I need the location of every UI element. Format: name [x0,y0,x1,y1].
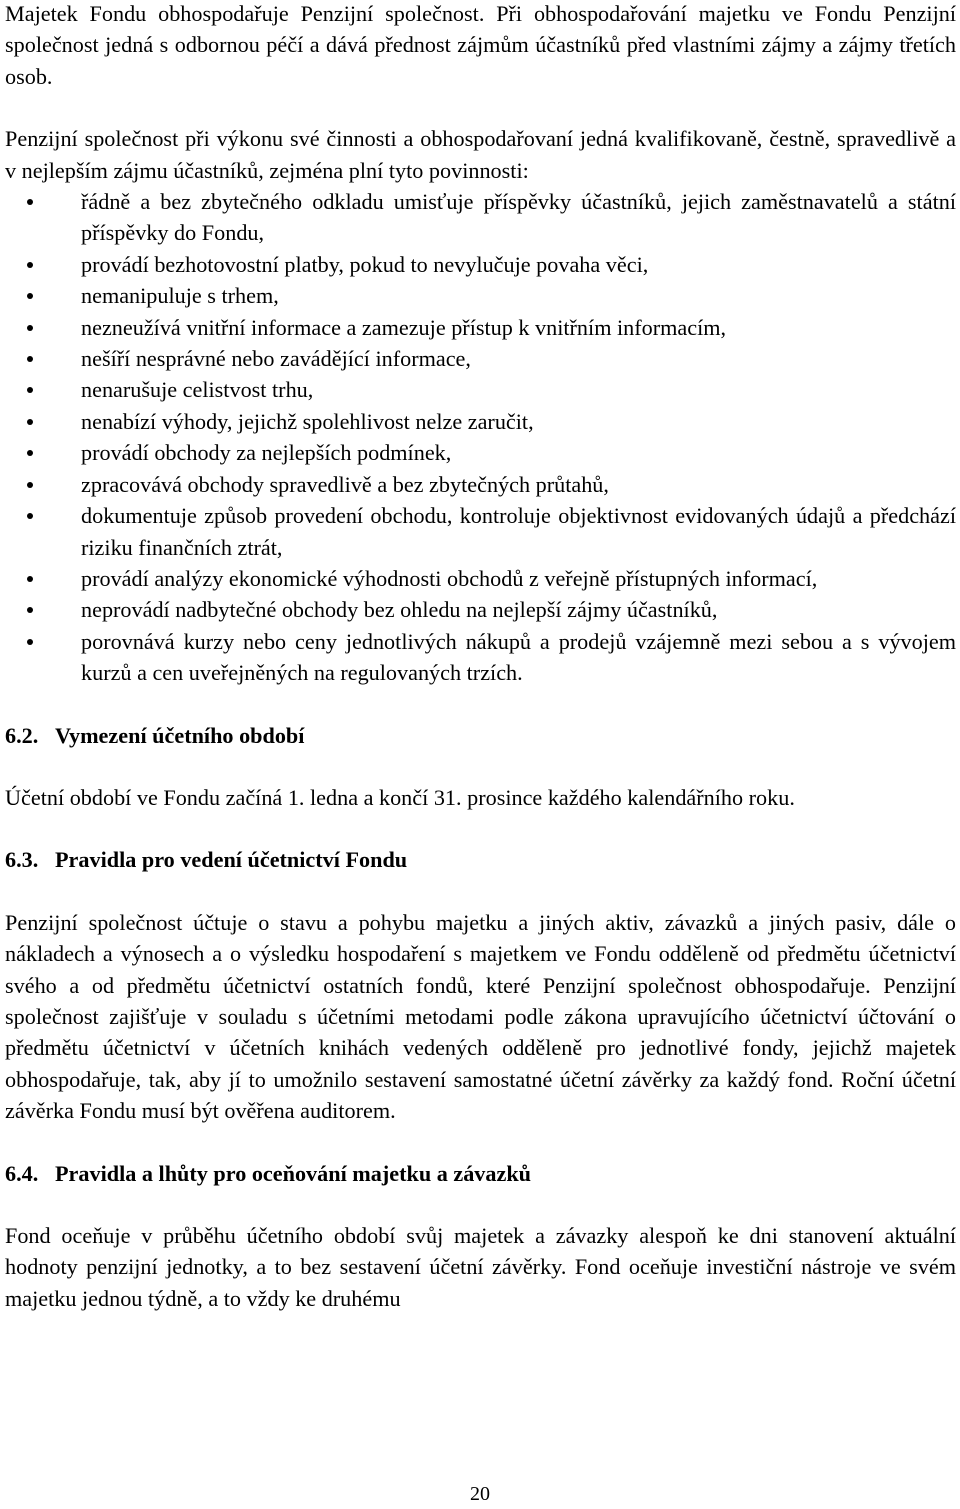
section-number: 6.2. [5,722,39,748]
list-item: provádí bezhotovostní platby, pokud to nevylučuje povaha věci, [5,249,956,280]
list-item: porovnává kurzy nebo ceny jednotlivých nákupů a prodejů vzájemně mezi sebou a s vývojem kurzů a cen uveřejněných na regulovaných trzích. [5,626,956,689]
bullet-icon [27,325,33,331]
list-item: nezneužívá vnitřní informace a zamezuje přístup k vnitřním informacím, [5,312,956,343]
bullet-icon [27,513,33,519]
section-6-2-text: Účetní období ve Fondu začíná 1. ledna a končí 31. prosince každého kalendářního roku. [5,784,795,810]
section-6-3-text: Penzijní společnost účtuje o stavu a pohybu majetku a jiných aktiv, závazků a jiných pasiv, dále o nákladech a výnosech a o výsledku hospodaření s majetkem ve Fondu odděleně od předmětu účetnictví svého a od předmětu účetnictví ostatních fondů, které Penzijní společnost obhospodařuje. Penzijní společnost zajišťuje v souladu s účetními metodami podle zákona upravujícího účetnictví účtování o předmětu účetnictví v účetních knihách vedených odděleně pro jednotlivé fondy, jejichž majetek obhospodařuje, tak, aby jí to umožnilo sestavení samostatné účetní závěrky za každý fond. Roční účetní závěrka Fondu musí být ověřena auditorem. [5,909,956,1124]
intro-paragraph-1: Majetek Fondu obhospodařuje Penzijní společnost. Při obhospodařování majetku ve Fondu Penzijní společnost jedná s odbornou péčí a dává přednost zájmům účastníků před vlastními zájmy a zájmy třetích osob. [5,1,956,89]
list-item: neprovádí nadbytečné obchody bez ohledu na nejlepší zájmy účastníků, [5,594,956,625]
list-item: zpracovává obchody spravedlivě a bez zbytečných průtahů, [5,469,956,500]
section-number: 6.3. [5,847,39,873]
section-heading-6-4 [5,1158,956,1189]
list-item: provádí obchody za nejlepších podmínek, [5,437,956,468]
duties-list [5,186,956,689]
section-6-4-text: Fond oceňuje v průběhu účetního období svůj majetek a závazky alespoň ke dni stanovení aktuální hodnoty penzijní jednotky, a to bez sestavení účetní závěrky. Fond oceňuje investiční nástroje ve svém majetku jednou týdně, a to vždy ke druhému [5,1223,956,1311]
list-item: nešíří nesprávné nebo zavádějící informace, [5,343,956,374]
section-heading-6-3 [5,844,956,875]
section-number: 6.4. [5,1160,39,1186]
bullet-icon [27,262,33,268]
document-page [5,0,956,1314]
list-item: nenabízí výhody, jejichž spolehlivost nelze zaručit, [5,406,956,437]
list-item: nenarušuje celistvost trhu, [5,374,956,405]
section-title: Pravidla a lhůty pro oceňování majetku a závazků [55,1160,532,1186]
bullet-icon [27,450,33,456]
bullet-icon [27,356,33,362]
bullet-icon [27,482,33,488]
bullet-icon [27,576,33,582]
page-number: 20 [470,1483,490,1505]
section-title: Vymezení účetního období [55,722,305,748]
bullet-icon [27,419,33,425]
bullet-icon [27,607,33,613]
section-title: Pravidla pro vedení účetnictví Fondu [55,847,408,873]
bullet-icon [27,293,33,299]
bullet-icon [27,639,33,645]
list-item: dokumentuje způsob provedení obchodu, kontroluje objektivnost evidovaných údajů a předchází riziku finančních ztrát, [5,500,956,563]
bullet-icon [27,387,33,393]
intro-paragraph-2: Penzijní společnost při výkonu své činnosti a obhospodařovaní jedná kvalifikovaně, čestně, spravedlivě a v nejlepším zájmu účastníků, zejména plní tyto povinnosti: [5,126,956,183]
list-item: provádí analýzy ekonomické výhodnosti obchodů z veřejně přístupných informací, [5,563,956,594]
list-item: řádně a bez zbytečného odkladu umisťuje příspěvky účastníků, jejich zaměstnavatelů a státní příspěvky do Fondu, [5,186,956,249]
bullet-icon [27,199,33,205]
list-item: nemanipuluje s trhem, [5,280,956,311]
section-heading-6-2 [5,720,956,751]
